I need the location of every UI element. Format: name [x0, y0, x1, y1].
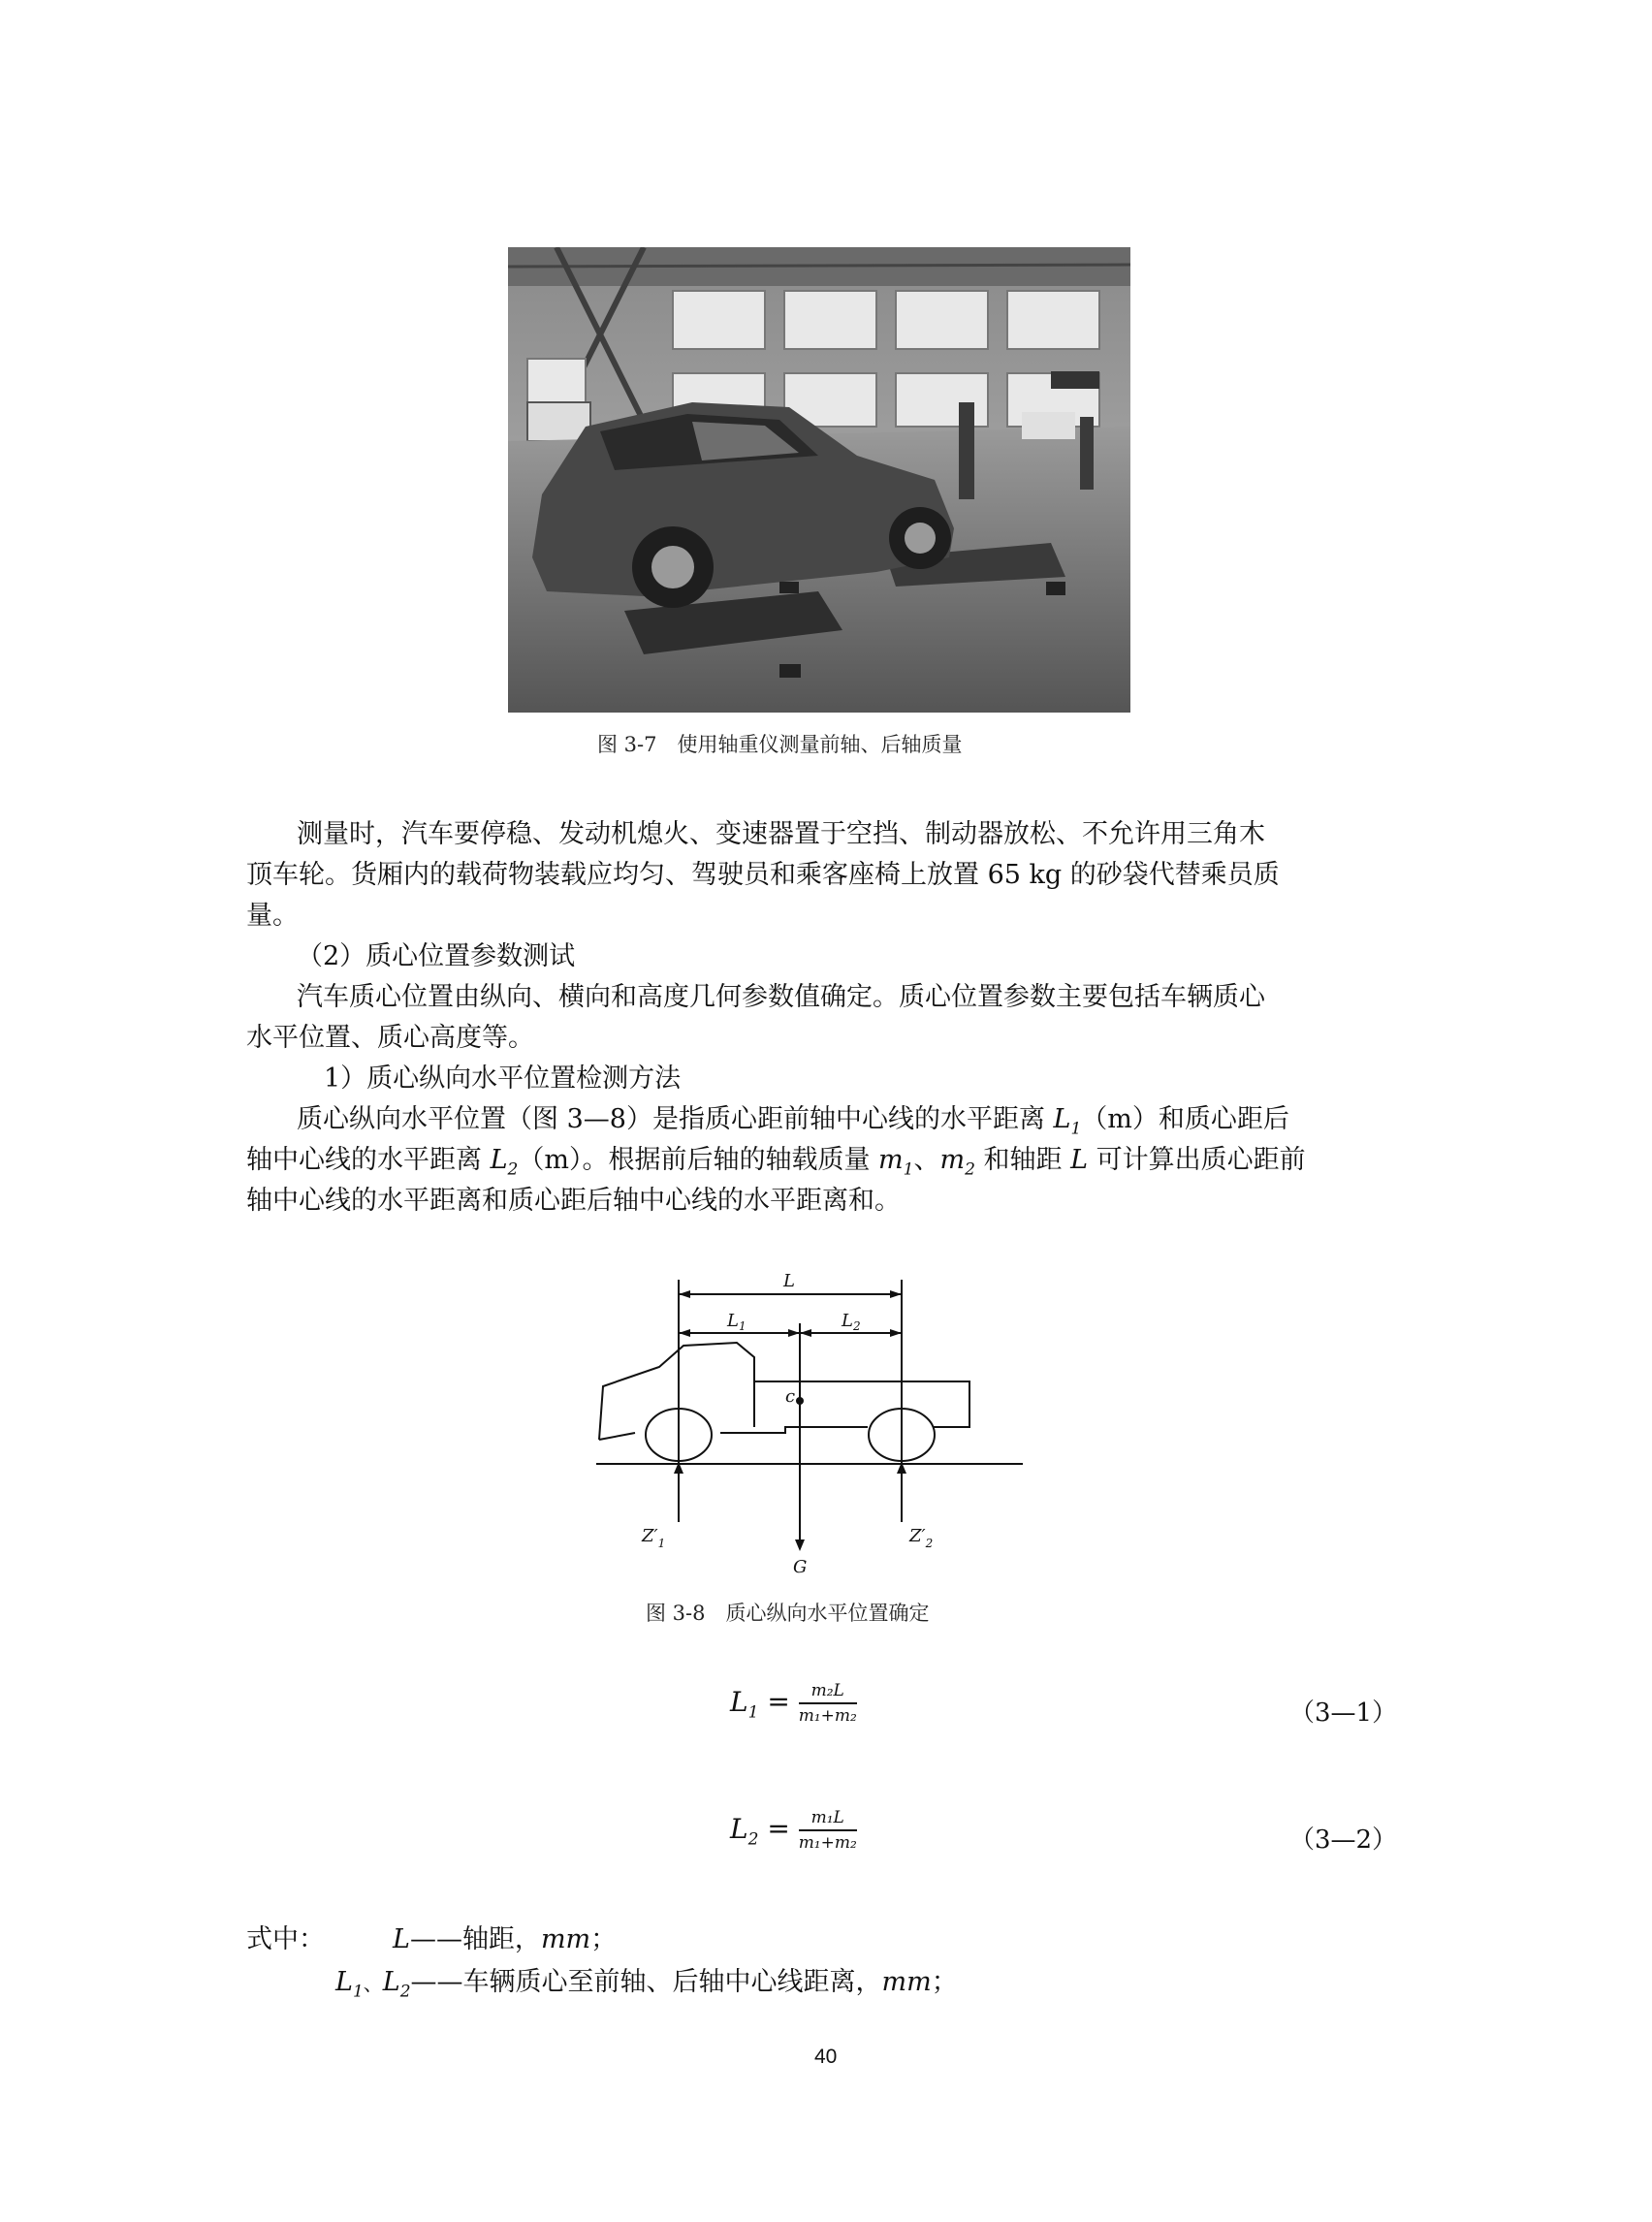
symbol-L: L: [1070, 1145, 1089, 1175]
p3-text-c: 轴中心线的水平距离: [246, 1145, 491, 1175]
label-c: c: [785, 1386, 796, 1407]
equation-3-2: $L_2$ = $\frac{\text{m₁L}}{\text{m₁+m₂}}$: [730, 1808, 857, 1853]
section-heading-2: （2）质心位置参数测试: [297, 941, 576, 971]
label-Z1: $Z'_1$: [642, 1526, 666, 1550]
symbol-m1: $m_1$: [878, 1145, 914, 1180]
figure-3-8-diagram: [582, 1260, 1047, 1580]
symbol-L1: $L_1$: [1053, 1104, 1082, 1139]
symbol-L2: $L_2$: [490, 1145, 519, 1180]
subsection-heading-2-1: 1）质心纵向水平位置检测方法: [324, 1063, 682, 1094]
definition-line-1: 式中： L——轴距，mm；: [246, 1924, 618, 1954]
paragraph-1-line-1: 测量时，汽车要停稳、发动机熄火、变速器置于空挡、制动器放松、不允许用三角木: [297, 819, 1265, 849]
symbol-m2: $m_2$: [939, 1145, 975, 1180]
p3-text-b: （m）和质心距后: [1081, 1104, 1289, 1134]
paragraph-1-line-2: 顶车轮。货厢内的载荷物装载应均匀、驾驶员和乘客座椅上放置 65 kg 的砂袋代替乘员质: [246, 860, 1280, 890]
label-G: G: [793, 1557, 808, 1577]
equation-3-1-number: （3—1）: [1289, 1698, 1398, 1728]
p3-text-e: 、: [913, 1145, 940, 1175]
paragraph-1-line-3: 量。: [246, 901, 299, 931]
label-L2: $L_2$: [842, 1311, 861, 1333]
where-label: 式中：: [246, 1924, 325, 1954]
equation-3-1: $L_1$ = $\frac{\text{m₂L}}{\text{m₁+m₂}}$: [730, 1681, 857, 1726]
eq1-fraction: $\frac{\text{m₂L}}{\text{m₁+m₂}}$: [798, 1681, 857, 1726]
figure-3-7-caption: 图 3-7 使用轴重仪测量前轴、后轴质量: [597, 733, 963, 756]
p3-text-a: 质心纵向水平位置（图 3—8）是指质心距前轴中心线的水平距离: [297, 1104, 1054, 1134]
label-Z2: $Z'_2$: [909, 1526, 934, 1550]
paragraph-3-line-1: [297, 1097, 1289, 1138]
definition-line-2: $L_1$、$L_2——$车辆质心至前轴、后轴中心线距离，mm；: [335, 1967, 958, 2002]
equation-3-2-number: （3—2）: [1289, 1825, 1398, 1855]
page-number: 40: [814, 2046, 838, 2068]
p3-text-f: 和轴距: [974, 1145, 1071, 1175]
paragraph-2-line-1: 汽车质心位置由纵向、横向和高度几何参数值确定。质心位置参数主要包括车辆质心: [297, 982, 1265, 1012]
label-L1: $L_1$: [727, 1311, 747, 1333]
eq1-lhs: $L_1$: [730, 1685, 759, 1723]
paragraph-2-line-2: 水平位置、质心高度等。: [246, 1023, 534, 1053]
label-L: L: [783, 1271, 795, 1291]
figure-3-8-caption: 图 3-8 质心纵向水平位置确定: [646, 1602, 930, 1625]
paragraph-3-line-2: [246, 1138, 1306, 1179]
eq2-fraction: $\frac{\text{m₁L}}{\text{m₁+m₂}}$: [798, 1808, 857, 1853]
p3-text-d: （m）。根据前后轴的轴载质量: [518, 1145, 879, 1175]
p3-text-g: 可计算出质心距前: [1088, 1145, 1306, 1175]
paragraph-3-line-3: 轴中心线的水平距离和质心距后轴中心线的水平距离和。: [246, 1186, 901, 1216]
figure-3-7-photo: [508, 247, 1130, 713]
eq2-lhs: $L_2$: [730, 1812, 759, 1850]
